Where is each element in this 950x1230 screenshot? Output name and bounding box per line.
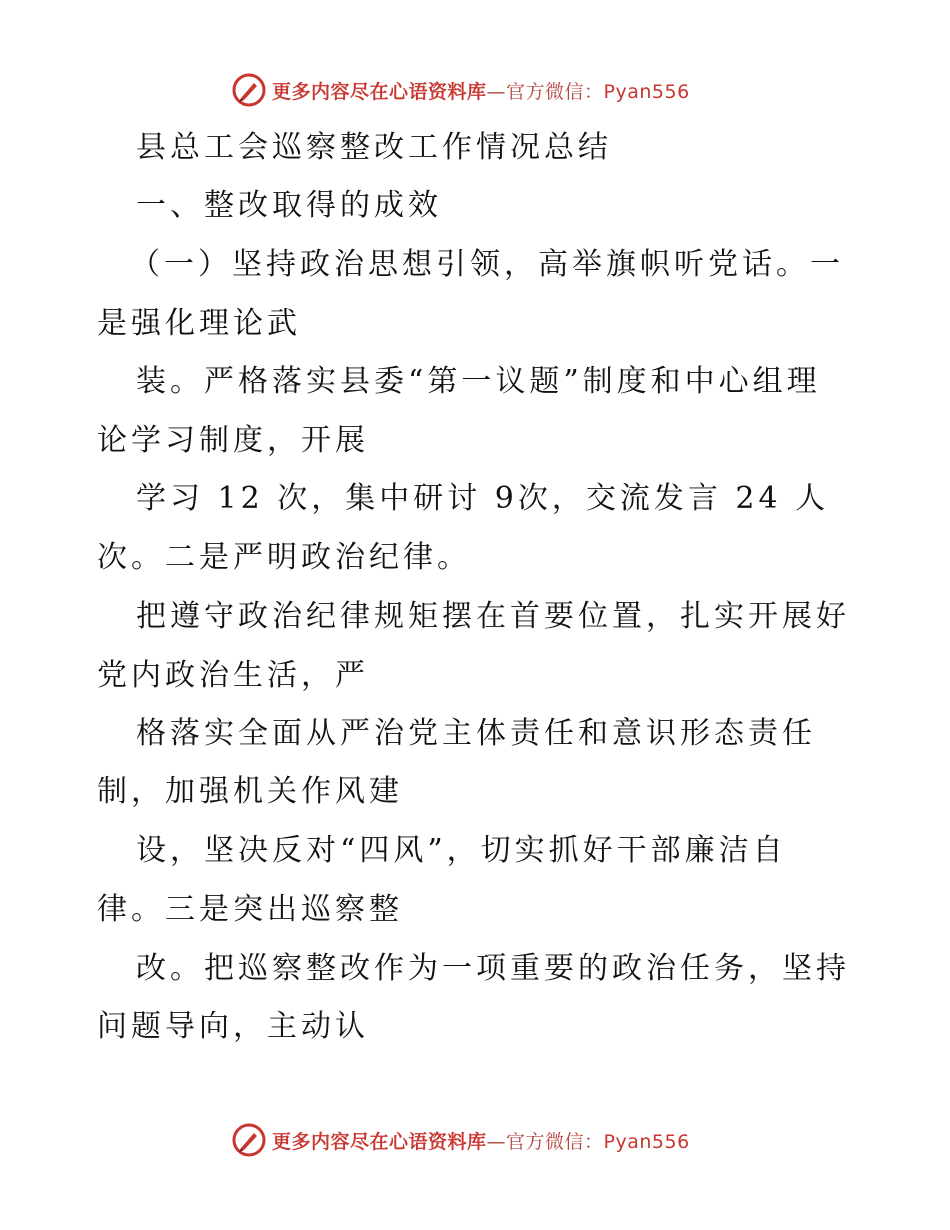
header-watermark	[232, 72, 690, 108]
watermark-separator: —	[486, 1130, 507, 1153]
paragraph-line: 问题导向，主动认	[97, 1009, 369, 1044]
paragraph-line: 党内政治生活，严	[97, 658, 369, 693]
watermark-contact-id: Pyan556	[603, 1130, 690, 1153]
document-title: 县总工会巡察整改工作情况总结	[136, 130, 612, 165]
watermark-brand: 更多内容尽在心语资料库	[272, 1130, 487, 1153]
paragraph-line: 论学习制度，开展	[97, 423, 369, 458]
paragraph-line: （一）坚持政治思想引领，高举旗帜听党话。一	[130, 247, 844, 282]
paragraph-line: 设，坚决反对“四风”，切实抓好干部廉洁自	[136, 833, 787, 868]
watermark-brand: 更多内容尽在心语资料库	[272, 80, 487, 103]
paragraph-line: 改。把巡察整改作为一项重要的政治任务，坚持	[136, 951, 850, 986]
paragraph-line: 装。严格落实县委“第一议题”制度和中心组理	[136, 364, 821, 399]
paragraph-line: 是强化理论武	[97, 306, 301, 341]
footer-watermark	[232, 1122, 690, 1158]
watermark-contact-label: 官方微信：	[506, 1130, 604, 1153]
paragraph-line: 把遵守政治纪律规矩摆在首要位置，扎实开展好	[136, 599, 850, 634]
watermark-contact-id: Pyan556	[603, 80, 690, 103]
watermark-separator: —	[486, 80, 507, 103]
paragraph-line: 制，加强机关作风建	[97, 774, 403, 809]
paragraph-line: 学习 12 次，集中研讨 9次，交流发言 24 人	[136, 481, 830, 516]
pen-logo-icon	[232, 1123, 266, 1157]
paragraph-line: 格落实全面从严治党主体责任和意识形态责任	[136, 716, 816, 751]
section-heading: 一、整改取得的成效	[136, 188, 442, 223]
paragraph-line: 律。三是突出巡察整	[97, 892, 403, 927]
pen-logo-icon	[232, 73, 266, 107]
paragraph-line: 次。二是严明政治纪律。	[97, 540, 471, 575]
watermark-contact-label: 官方微信：	[506, 80, 604, 103]
